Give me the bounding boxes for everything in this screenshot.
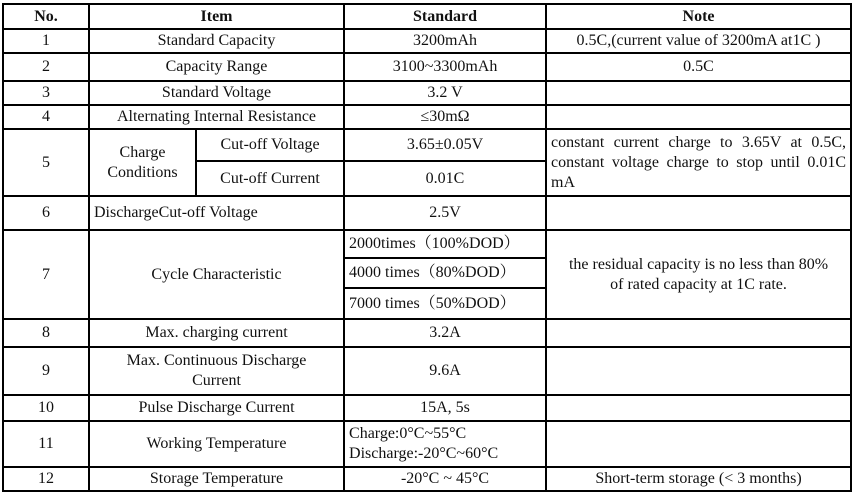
row-note: [546, 105, 851, 129]
row-standard: 3.2 V: [344, 81, 546, 105]
row-note: the residual capacity is no less than 80% of rated capacity at 1C rate.: [546, 230, 851, 319]
row-note: [546, 395, 851, 421]
header-row: [3, 4, 851, 29]
table-row: [3, 196, 851, 230]
row-item: Standard Capacity: [89, 29, 344, 53]
row-no: 5: [3, 129, 89, 196]
row-standard: 15A, 5s: [344, 395, 546, 421]
row-no: 11: [3, 421, 89, 467]
row-standard: ≤30mΩ: [344, 105, 546, 129]
row-no: 9: [3, 347, 89, 395]
row-no: 1: [3, 29, 89, 53]
row-item: Storage Temperature: [89, 467, 344, 491]
row-note: Short-term storage (< 3 months): [546, 467, 851, 491]
table-row: [3, 421, 851, 467]
row-item: Standard Voltage: [89, 81, 344, 105]
row-item: Pulse Discharge Current: [89, 395, 344, 421]
table-row: [3, 319, 851, 347]
row-note: constant current charge to 3.65V at 0.5C, constant voltage charge to stop until 0.01C mA: [546, 129, 851, 196]
table-row: [3, 129, 851, 161]
row-subitem: Cut-off Current: [196, 161, 344, 196]
row-standard: 3.2A: [344, 319, 546, 347]
row-no: 6: [3, 196, 89, 230]
row-note: [546, 347, 851, 395]
row-note: [546, 196, 851, 230]
row-note: [546, 81, 851, 105]
table-row: [3, 230, 851, 258]
row-no: 8: [3, 319, 89, 347]
row-standard: 9.6A: [344, 347, 546, 395]
table-row: [3, 467, 851, 491]
battery-spec-table: [2, 3, 852, 492]
row-item: Cycle Characteristic: [89, 230, 344, 319]
row-standard: 0.01C: [344, 161, 546, 196]
row-note: [546, 421, 851, 467]
row-item: Working Temperature: [89, 421, 344, 467]
row-standard: 3.65±0.05V: [344, 129, 546, 161]
header-note: Note: [546, 4, 851, 29]
row-standard: [344, 421, 546, 467]
row-item: Max. charging current: [89, 319, 344, 347]
header-standard: Standard: [344, 4, 546, 29]
header-no: No.: [3, 4, 89, 29]
row-standard: 2000times（100%DOD）: [344, 230, 546, 258]
table-row: [3, 29, 851, 53]
row-no: 4: [3, 105, 89, 129]
header-item: Item: [89, 4, 344, 29]
standard-line: Charge:0°C~55°C: [349, 425, 467, 442]
table-row: [3, 105, 851, 129]
row-standard: 7000 times（50%DOD）: [344, 288, 546, 319]
row-note: [546, 319, 851, 347]
row-subitem: Cut-off Voltage: [196, 129, 344, 161]
row-standard: 4000 times（80%DOD）: [344, 258, 546, 288]
standard-line: Discharge:-20°C~60°C: [349, 445, 499, 462]
row-item: Alternating Internal Resistance: [89, 105, 344, 129]
row-standard: 2.5V: [344, 196, 546, 230]
row-no: 2: [3, 53, 89, 81]
row-no: 12: [3, 467, 89, 491]
row-standard: 3200mAh: [344, 29, 546, 53]
table-row: [3, 81, 851, 105]
table-row: [3, 395, 851, 421]
row-no: 7: [3, 230, 89, 319]
row-no: 3: [3, 81, 89, 105]
row-standard: 3100~3300mAh: [344, 53, 546, 81]
row-standard: -20°C ~ 45°C: [344, 467, 546, 491]
row-no: 10: [3, 395, 89, 421]
table-row: [3, 347, 851, 395]
row-note: 0.5C: [546, 53, 851, 81]
row-note: 0.5C,(current value of 3200mA at1C ): [546, 29, 851, 53]
table-row: [3, 53, 851, 81]
row-item: Capacity Range: [89, 53, 344, 81]
row-item: Charge Conditions: [89, 129, 196, 196]
row-item: Max. Continuous Discharge Current: [89, 347, 344, 395]
row-item: DischargeCut-off Voltage: [89, 196, 344, 230]
